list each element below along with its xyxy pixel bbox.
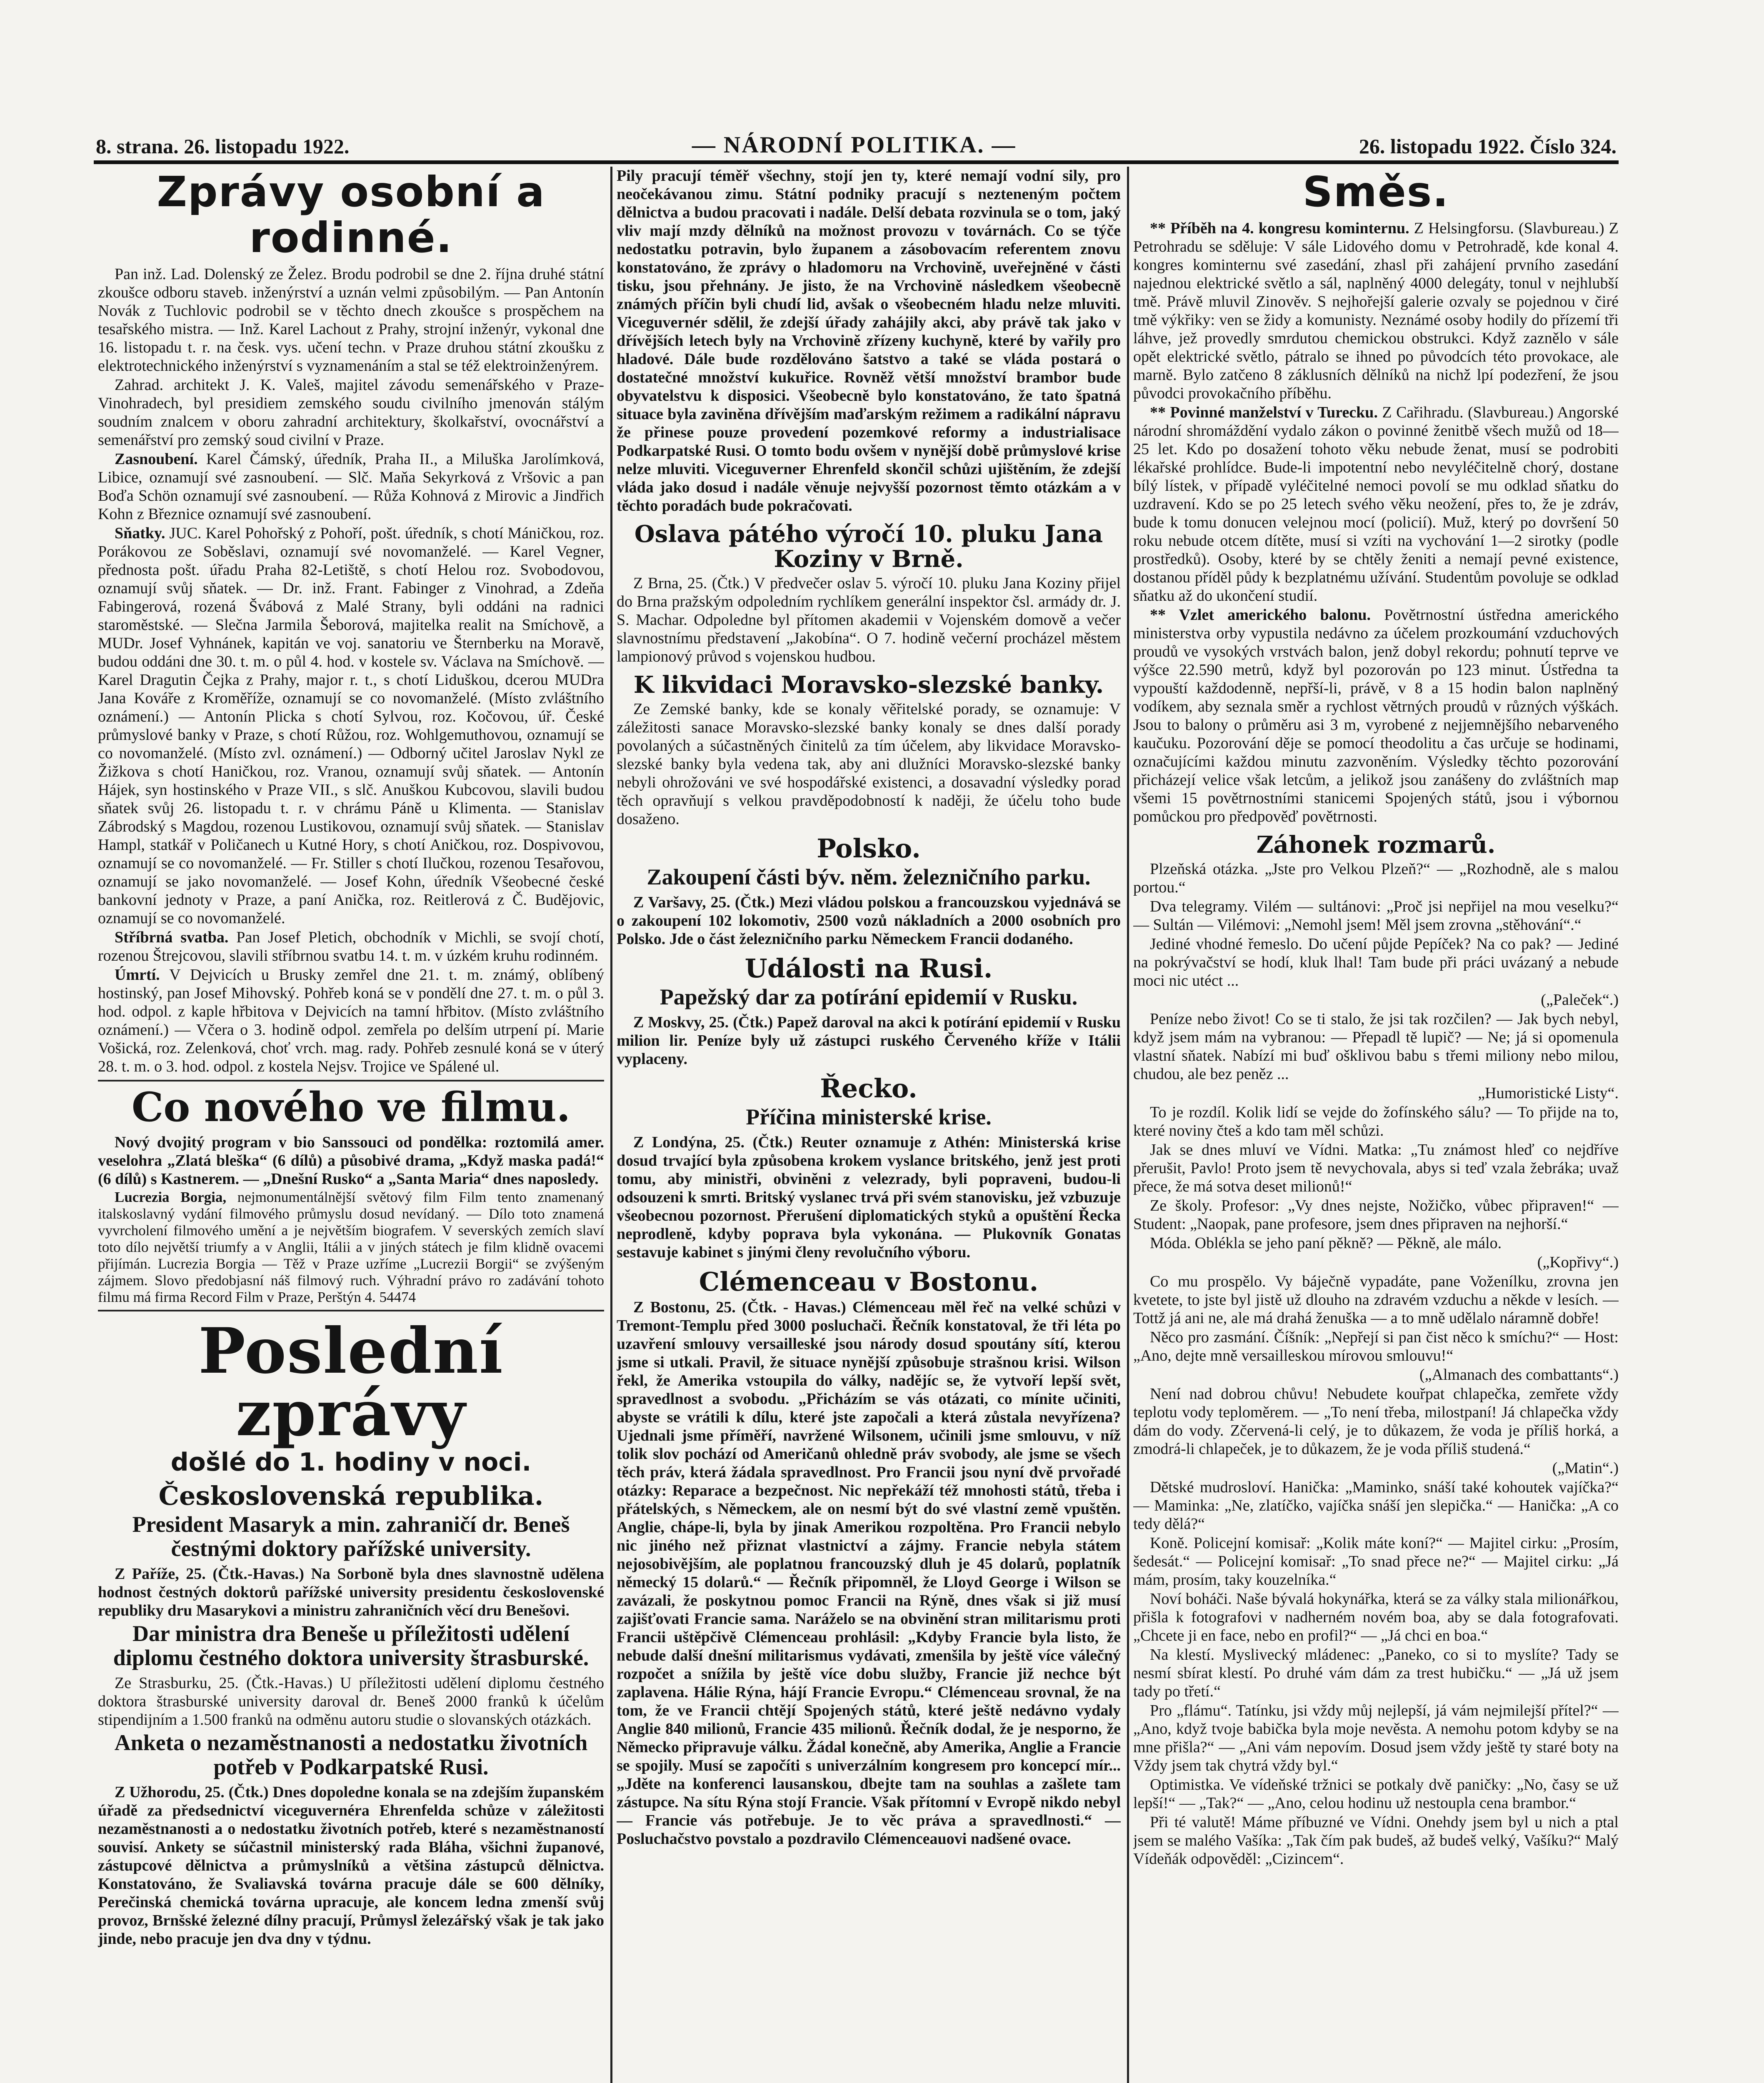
section-heading-humor: Záhonek rozmarů. [1256, 831, 1496, 859]
article-paragraph [98, 928, 604, 965]
column-rule-1 [610, 167, 612, 2083]
film-paragraph [98, 1133, 604, 1188]
section-heading-mix: Směs. [1302, 167, 1449, 216]
paragraph-text: Povětrnostní ústředna amerického ministerstva orby vypustila nedávno za účelem prozkoumání vzduchových proudů ve vysokých vrstvách balon, jenž dobyl rekordu; pohnutí teprve ve výšce 22.590 metrů, když byl pozorován po 123 minut. Ústředna ta vypouští každodenně, nepřší-li, právě, v 8 a 15 hodin balon naplněný vodíkem, aby seznala směr a rychlost větrných proudů v různých výškách. Jsou to balony o průměru asi 3 m, vyrobené z nejjemnějšího nebarveného kaučuku. Pozorování děje se pomocí theodolitu a čas určuje se hodinami, označujícími každou minutu zazvoněním. Výsledky těchto pozorování přicházejí velice však letcům, a jelikož jsou zanášeny do zvláštních map všemi 15 povětrnostními stanicemi Spojených států, jsou i výbornou pomůckou pro předpověď povětrnosti. [1133, 606, 1619, 825]
article-paragraph: Z Moskvy, 25. (Čtk.) Papež daroval na akci k potírání epidemií v Rusku milion lir. Peníze byly už zástupci ruského Červeného kříže v Itálii vyplaceny. [617, 1014, 1121, 1068]
joke-item: Dětské mudrosloví. Hanička: „Maminko, snáší také kohoutek vajíčka?“ — Maminka: „Ne, zlatíčko, vajíčka snáší jen slepička.“ — Hanička: „A co tedy dělá?“ [1133, 1479, 1619, 1533]
joke-item: Co mu prospělo. Vy báječně vypadáte, pane Voženílku, zrovna jen kvetete, to jste byl jistě už dlouho na zdravém vzduchu a někde v lesích. — Tottž já ani ne, ale má drahá ženuška — a to mně udělalo náramně dobře! [1133, 1273, 1619, 1327]
region-heading-poland: Polsko. [817, 833, 921, 864]
article-heading: Oslava pátého výročí 10. pluku Jana Koziny v Brně. [634, 520, 1103, 573]
joke-item: Pro „flámu“. Tatínku, jsi vždy můj nejlepší, já vám nejmilejší přítel?“ — „Ano, když tvoje babička byla moje nevěsta. A nemohu potom kdyby se na mne přišla?“ — „Ani vám nepovím. Dosud jsem vždy ještě ty staré boty na Vždy jsem tak chytrá vždy byl.“ [1133, 1702, 1619, 1774]
paragraph-text: Karel Čámský, úředník, Praha II., a Miluška Jarolímková, Libice, oznamují své zasnoubení. — Slč. Maňa Sekyrková z Vršovic a pan Boďa Schön oznamují své zasnoubení. — Růža Kohnová z Mirovic a Jindřich Kohn z Březnice oznamují své zasnoubení. [98, 450, 604, 523]
article-paragraph: Z Varšavy, 25. (Čtk.) Mezi vládou polskou a francouzskou vyjednává se o zakoupení 102 lokomotiv, 2500 vozů nákladních a 2000 osobních pro Polsko. Jde o část železničního parku Německem Francii dodaného. [617, 894, 1121, 948]
joke-source: („Almanach des combattants“.) [1419, 1366, 1619, 1384]
paragraph-text: roztomilá amer. veselohra „Zlatá bleška“ (6 dílů) a působivé drama, „Když maska padá!“ (6 dílů) s Kastnerem. — „Dnešní Rusko“ a „Santa Maria“ dnes naposledy. [98, 1134, 604, 1188]
paragraph-lead: ** Povinné manželství v Turecku. [1150, 404, 1378, 421]
masthead-title: — NÁRODNÍ POLITIKA. — [692, 132, 1017, 158]
article-heading: Anketa o nezaměstnanosti a nedostatku životních potřeb v Podkarpatské Rusi. [114, 1730, 588, 1779]
paragraph-lead: Nový dvojitý program v bio Sanssouci od pondělka: [115, 1134, 487, 1151]
joke-item: Peníze nebo život! Co se ti stalo, že jsi tak rozčilen? — Jak bych nebyl, když jsem mám na vybranou: — Přepadl tě lupič? — Ne; já si opomenula vlastní sňatek. Nabízí mi buď ošklivou babu s třemi miliony nebo milou, chudou, ale bez peněz ... [1133, 1010, 1619, 1083]
joke-item: Koně. Policejní komisař: „Kolik máte koní?“ — Majitel cirku: „Prosím, šedesát.“ — Policejní komisař: „To snad přece ne?“ — Majitel cirku: „Já mám, prosím, taky kouzelníka.“ [1133, 1534, 1619, 1588]
joke-item: Při té valutě! Máme příbuzné ve Vídni. Onehdy jsem byl u nich a ptal jsem se malého Vašíka: „Tak čím pak budeš, až budeš velký, Vašíku?“ Malý Vídeňák odpověděl: „Cizincem“. [1133, 1813, 1619, 1868]
article-paragraph [98, 966, 604, 1076]
article-paragraph: Z Londýna, 25. (Čtk.) Reuter oznamuje z Athén: Ministerská krise dosud trvající byla způsobena krokem vyslance britského, jenž jest proti tomu, aby ministři, obviněni z velezrady, byli popraveni, budou-li odsouzeni k smrti. Britský vyslanec trvá při svém stanovisku, jež vzbuzuje všeobecnou pozornost. Přerušení diplomatických styků a opuštění Řecka neprodleně, kdyby poprava byla vykonána. — Plukovník Gonatas sestavuje kabinet s jinými členy revolučního výboru. [617, 1134, 1121, 1261]
header-right: 26. listopadu 1922. Číslo 324. [1359, 135, 1617, 158]
article-paragraph [98, 450, 604, 523]
paragraph-text: Pan Josef Pletich, obchodník v Michli, se svojí chotí, rozenou Štrejcovou, slavili stříbrnou svatbu 14. t. m. v úzkém kruhu rodinném. [98, 929, 604, 964]
joke-item: Ze školy. Profesor: „Vy dnes nejste, Nožičko, vůbec připraven!“ — Student: „Naopak, pane profesore, jsem dnes připraven na nejhorší.“ [1133, 1197, 1619, 1233]
joke-item: Něco pro zasmání. Číšník: „Nepřejí si pan čist něco k smíchu?“ — Host: „Ano, dejte mně versailleskou mírovou smlouvu!“ [1133, 1329, 1619, 1364]
article-paragraph: Z Paříže, 25. (Čtk.-Havas.) Na Sorboně byla dnes slavnostně udělena hodnost čestných doktorů pařížské university presidentu československé republiky dru Masarykovi a ministru zahraničních věcí dru Benešovi. [98, 1565, 604, 1619]
section-divider [98, 1080, 604, 1081]
region-heading-greece: Řecko. [820, 1073, 917, 1104]
joke-source: („Kopřivy“.) [1537, 1254, 1619, 1271]
article-heading: President Masaryk a min. zahraničí dr. Beneš čestnými doktory pařížské university. [132, 1512, 570, 1561]
article-paragraph [98, 524, 604, 927]
paragraph-lead: Zasnoubení. [115, 450, 198, 468]
article-paragraph: Z Užhorodu, 25. (Čtk.) Dnes dopoledne konala se na zdejším županském úřadě za předsednictví viceguvernéra Ehrenfelda schůze v záležitosti nezaměstnanosti a o nedostatku životních potřeb, které s nezaměstnaností souvisí. Ankety se súčastnil ministerský rada Bláha, všichni županové, zástupcové dělnictva a průmyslníků a většina zástupců dělnictva. Konstatováno, že Svaliavská továrna pracuje dále se 600 dělníky, Perečinská chemická továrna upracuje, ale koncem ledna zmenší svůj provoz, Brnšské železné dílny pracují, Průmysl železářský však je tak jako jinde, nebo pracuje jen dva dny v týdnu. [98, 1783, 604, 1948]
column-1 [98, 167, 604, 2083]
article-paragraph: Ze Strasburku, 25. (Čtk.-Havas.) U příležitosti udělení diplomu čestného doktora štrasburské university daroval dr. Beneš 2000 franků k účelům stipendijním a 1.500 franků na odměnu autoru studie o slovanských otázkách. [98, 1674, 604, 1728]
joke-item: To je rozdíl. Kolik lidí se vejde do žofínského sálu? — To přijde na to, které noviny čteš a kdo tam měl schůzi. [1133, 1104, 1619, 1139]
section-divider [98, 1310, 604, 1311]
column-3 [1133, 167, 1619, 2083]
article-paragraph-continued: Pily pracují téměř všechny, stojí jen ty, které nemají vodní sily, pro neočekávanou zimu. Státní podniky pracují s nezteneným počtem dělnictva a budou pracovati i nadále. Delší debata rozvinula se o tom, jaký vliv mají mzdy dělníků na možnost provozu v továrnách. Co se týče nedostatku potravin, bylo županem a zásobovacím referentem znovu konstatováno, že zprávy o hladomoru na Vrchovině, uveřejněné v části tisku, jsou přehnány. Je jisto, že na Vrchovině následkem všeobecně známých příčin byli chudí lid, avšak o všeobecném hladu nelze mluviti. Viceguvernér sdělil, že zdejší úřady zahájily akci, aby právě tak jako v dřívějších letech byly na Vrchovině zřízeny kuchyně, které by vařily pro hladové. Dále bude rozdělováno šatstvo a také se vláda postará o dostatečné množství kukuřice. Rovněž větší množství brambor bude obyvatelstvu k disposici. Všeobecně bylo konstatováno, že tato špatná situace byla zaviněna dřívějším maďarským režimem a radikální nápravu že přinese pouze provedení pozemkové reformy a industrialisace Podkarpatské Rusi. O tomto bodu ovšem v nynější době průmyslové krise nelze mluviti. Viceguverner Ehrenfeld skončil schůzi ujištěním, že zdejší vláda jako dosud i nadále věnuje nejvyšší pozornost těmto otázkám a v těchto poradách bude pokračovati. [617, 167, 1121, 515]
joke-source: („Paleček“.) [1541, 991, 1619, 1009]
article-paragraph [1133, 403, 1619, 605]
article-paragraph: Z Bostonu, 25. (Čtk. - Havas.) Clémenceau měl řeč na velké schůzi v Tremont-Templu před 3000 posluchači. Řečník konstatoval, že tři léta po uzavření smlouvy versailleské jsou národy dosud spoutány sítí, kterou jsme si utkali. Pravil, že situace nynější způsobuje strašnou krisi. Wilson řekl, že Amerika vstoupila do války, nadějíc se, že vytvoří lepší svět, spravedlnost a svobodu. „Přicházím se vás otázati, co mínite učiniti, abyste se vrátili k dílu, které jste započali a která zůstala nevyřízena? Ujednali jsme příměří, navržené Wilsonem, učinili jsme smlouvu, v níž tolik slov pochází od Američanů ohledně práv svobody, ale jsme se všech těch práv, která žádala spravedlnost. Pro Francii jsou nyní dvě prvořadé otázky: Reparace a bezpečnost. Nic nepřekáží též mnohosti států, třeba i přátelských, s Německem, ale on nesmí být do své vlastní země vpuštěn. Anglie, chápe-li, byla by jinak Amerikou rozpoltěna. Pro Francii nebylo nic jiného než přiznat vlastnictví a zájmy. Francie nebyla státem nejosobivějším, ale poplatnou francouzský dluh je 45 dolarů, poplatník německý 15 dolarů.“ — Řečník připomněl, že Lloyd George i Wilson se zavázali, že poskytnou pomoc Francii na Rýně, dnes však si již musí zajišťovati Francie sama. Naráželo se na obvinění stran militarismu proti Francii uštěpčivě Clémenceau prohlásil: „Kdyby Francie byla listo, že nebude další dnešní militarismus vydávati, zmenšila by ještě více válečný rozpočet a snížila by ještě více dobu služby, Francie již nechce být zaplavena. Hálie Rýna, hájí Francie Evropu.“ Clémenceau srovnal, že na tom, že ve Francii chtějí Spojených států, které ještě nedávno vydaly Anglie 840 milionů, Francie 435 milionů. Řečník dodal, že je nesporno, že Německo připravuje válku. Žádal konečně, aby Amerika, Anglie a Francie se spojily. Musí se započíti s univerzálním kongresem pro koncepcí mír... „Jděte na konferenci lausanskou, dbejte tam na souhlas a zašlete tam zástupce. Na sítu Rýna stojí Francie. Však přítomní v Evropě nikdo nebyl — Francie vás potřebuje. Je to věc práva a spravedlnosti.“ — Posluchačstvo povstalo a pozdravilo Clémenceauovi nadšené ovace. [617, 1299, 1121, 1848]
paragraph-text: V Dejvicích u Brusky zemřel dne 21. t. m. známý, oblíbený hostinský, pan Josef Mihovský. Pohřeb koná se v pondělí dne 27. t. m. o půl 3. hod. odpol. z kaple hřbitova v Dejvicích na tamní hřbitov. (Místo zvláštního oznámení.) — Včera o 3. hodině odpol. zemřela po delším utrpení pí. Marie Vošická, roz. Zelenková, choť vrch. mag. rady. Pohřeb zesnulé koná se v úterý 28. t. m. o 3. hod. odpol. z kostela Nejsv. Trojice ve Spálené ul. [98, 966, 604, 1075]
article-paragraph: Z Brna, 25. (Čtk.) V předvečer oslav 5. výročí 10. pluku Jana Koziny přijel do Brna pražským odpoledním rychlíkem generální inspektor čsl. armády dr. J. S. Machar. Odpoledne byl přítomen akademii v Vojenském domově a večer slavnostnímu představení „Jakobína“. O 7. hodině večerní procházel městem lampionový průvod s vojenskou hudbou. [617, 574, 1121, 665]
header-left: 8. strana. 26. listopadu 1922. [96, 135, 350, 158]
article-heading: K likvidaci Moravsko-slezské banky. [633, 671, 1104, 699]
film-advert [98, 1189, 604, 1306]
section-heading-latest-news: Poslední zprávy [198, 1314, 504, 1450]
paragraph-lead: Sňatky. [115, 524, 165, 542]
section-heading-personal: Zprávy osobní a rodinné. [157, 167, 545, 262]
article-heading: Dar ministra dra Beneše u příležitosti udělení diplomu čestného doktora university štrasburské. [113, 1621, 589, 1670]
paragraph-text: nejmonumentálnější světový film Film tento znamenaný italskoslavný vydání filmového průmyslu dosud nevídaný. — Dílo toto znamená vyvrcholení filmového umění a je největším biografem. V severských zemích slaví toto dílo největší triumfy a v Anglii, Itálii a v jiných státech je film klidně ovacemi přijímán. Lucrezia Borgia — Těž v Praze uzříme „Lucrezii Borgii“ se zvýšeným zájmem. Slovo předobjasní náš filmový ruch. Výhradní právo ro zadávání tohoto filmu má firma Record Film v Praze, Perštýn 4. [98, 1189, 604, 1305]
column-rule-2 [1127, 167, 1129, 2083]
joke-item: Na klestí. Myslivecký mládenec: „Paneko, co si to myslíte? Tady se nesmí sbírat klestí. Po druhé vám dám za trest hubičku.“ — „Já už jsem tady po třetí.“ [1133, 1646, 1619, 1700]
article-paragraph: Zahrad. architekt J. K. Valeš, majitel závodu semenářského v Praze-Vinohradech, byl presidiem zemského soudu civilního jmenován stálým soudním znalcem v oboru zahradní architektury, školkařství, ovocnářství a semenářství pro zemský soud civilní v Praze. [98, 376, 604, 449]
joke-item: Jediné vhodné řemeslo. Do učení půjde Pepíček? Na co pak? — Jediné na pokrývačství se hodí, kluk lhal! Tam bude při práci uvázaný a nebude moci nic utéct ... [1133, 935, 1619, 989]
advert-number: 54474 [379, 1289, 416, 1305]
section-heading-film: Co nového ve filmu. [131, 1084, 571, 1131]
paragraph-text: JUC. Karel Pohořský z Pohoří, pošt. úředník, s chotí Máničkou, roz. Porákovou ze Soběslavi, oznamují své novomanželé. — Karel Vegner, přednosta pošt. úřadu Praha 82-Letiště, s chotí Helou roz. Svobodovou, oznamují svůj sňatek. — Dr. inž. Frant. Fabinger z Vinohrad, a Zdeňa Fabingerová, rozená Švábová z Malé Strany, byli oddáni na radnici staroměstské. — Slečna Jarmila Šeborová, majitelka realit na Smíchově, a MUDr. Josef Vyhnánek, kapitán ve voj. sanatoriu ve Šternberku na Moravě, budou oddáni dne 30. t. m. o půl 4. hod. v kostele sv. Václava na Smíchově. — Karel Dragutin Čejka z Prahy, major r. t., s chotí Liduškou, dcerou MUDra Jana Kováře z Kroměříže, oznamují se co novomanželé. (Místo zvláštního oznámení.) — Antonín Plicka s chotí Sylvou, roz. Kočovou, úř. České průmyslové banky v Praze, s chotí Růžou, roz. Wohlgemuthovou, oznamují se co novomanželé. (Místo zvl. oznámení.) — Odborný učitel Jaroslav Nykl ze Žižkova s chotí Haničkou, roz. Vranou, oznamují svůj sňatek. — Antonín Hájek, syn hostinského v Praze VII., s slč. Anuškou Kubcovou, slavili budou sňatek svůj 26. listopadu t. r. v chrámu Páně u Klimenta. — Stanislav Zábrodský s Magdou, rozenou Lustikovou, oznamují svůj sňatek. — Stanislav Hampl, statkář v Poličanech u Kutné Hory, s chotí Aničkou, roz. Dospivovou, oznamují se co novomanželé. — Fr. Stiller s chotí Ilučkou, rozenou Tesařovou, oznamují se jako novomanželé. — Josef Kohn, úředník Všeobecné české bankovní jednoty v Praze, a paní Anička, roz. Reitlerová z Č. Budějovic, oznamují se co novomanželé. [98, 524, 604, 927]
region-heading-russia: Události na Rusi. [745, 953, 993, 984]
article-heading-clemenceau: Clémenceau v Bostonu. [699, 1266, 1039, 1297]
article-paragraph [1133, 219, 1619, 402]
article-paragraph [1133, 606, 1619, 826]
joke-item: Není nad dobrou chůvu! Nebudete kouřpat chlapečka, zemřete vždy teplotu vody teploměrem. — „To není třeba, milostpaní! Já chlapečka vždy dám do vody. Zčervená-li celý, je to důkazem, že voda je příliš horká, a zmodrá-li chlapeček, je to důkazem, že je voda příliš studená.“ [1133, 1385, 1619, 1458]
joke-item: Móda. Oblékla se jeho paní pěkně? — Pěkně, ale málo. [1150, 1234, 1502, 1252]
region-heading-czechoslovakia: Československá republika. [158, 1481, 544, 1511]
article-heading: Příčina ministerské krise. [746, 1104, 992, 1129]
joke-source: „Humoristické Listy“. [1478, 1084, 1619, 1102]
joke-item: Dva telegramy. Vilém — sultánovi: „Proč jsi nepřijel na mou veselku?“ — Sultán — Vilémovi: „Nemohl jsem! Měl jsem zrovna „stěhování“.“ [1133, 898, 1619, 934]
article-paragraph: Pan inž. Lad. Dolenský ze Želez. Brodu podrobil se dne 2. října druhé státní zkoušce odboru staveb. inženýrství a uznán velmi způsobilým. — Pan Antonín Novák z Tuchlovic podrobil se v těchto dnech zkoušce s prospěchem na tesařského mistra. — Inž. Karel Lachout z Prahy, strojní inženýr, vykonal dne 16. listopadu t. r. na česk. vys. učení techn. v Praze druhou státní zkoušku z elektrotechnického inženýrství s vyznamenáním a stal se též elektroinženýrem. [98, 265, 604, 375]
joke-source: („Matin“.) [1552, 1459, 1619, 1477]
header-rule [94, 160, 1619, 164]
article-paragraph: Ze Zemské banky, kde se konaly věřitelské porady, se oznamuje: V záležitosti sanace Moravsko-slezské banky konaly se dnes další porady povolaných a súčastněných činitelů za tím účelem, aby likvidace Moravsko-slezské banky byla vedena tak, aby ani dlužníci Moravsko-slezské banky nebyli ohrožováni ve své hospodářské existenci, a dosavadní výsledky porad těch opravňují s velkou pravděpodobností k naději, že účelu toho bude dosaženo. [617, 700, 1121, 828]
paragraph-lead: Stříbrná svatba. [115, 929, 229, 946]
article-heading: Zakoupení části býv. něm. železničního parku. [647, 864, 1091, 889]
paragraph-lead: Lucrezia Borgia, [115, 1189, 227, 1205]
latest-news-subheading: došlé do 1. hodiny v noci. [170, 1448, 532, 1477]
paragraph-text: Z Helsingforsu. (Slavbureau.) Z Petrohradu se sděluje: V sále Lidového domu v Petrohradě, kde konal 4. kongres kominternu své zasedání, zhasl při zahájení prvního zasedání najednou elektrické světlo a sál, naplněný 4000 delegáty, tonul v nejhlubší tmě. Právě mluvil Zinověv. S nejhořejší galerie ozvaly se pojednou v čiré tmě výkřiky: ven se židy a komunisty. Neznámé osoby hodily do přízemí tři láhve, jež provedly smrdutou chemickou obstrukci. Když zaznělo v sále opět elektrické světlo, pátralo se ihned po původcích této provokace, ale marně. Bylo zatčeno 8 záklusních dělníků na nichž lpí podezření, že jsou původci provokačního příběhu. [1133, 220, 1619, 402]
joke-item: Optimistka. Ve vídeňské tržnici se potkaly dvě paničky: „No, časy se už lepší!“ — „Tak?“ — „Ano, celou hodinu už nestoupla cena brambor.“ [1133, 1776, 1619, 1812]
paragraph-lead: ** Vzlet amerického balonu. [1150, 606, 1371, 624]
page-header [96, 125, 1617, 158]
joke-item: Jak se dnes mluví ve Vídni. Matka: „Tu známost hleď co nejdříve přerušit, Pavlo! Proto jsem tě nevychovala, abys si teď vzala žebráka; uvaž přece, že má sotva deset milionů!“ [1133, 1141, 1619, 1195]
column-2 [617, 167, 1121, 2083]
joke-item: Plzeňská otázka. „Jste pro Velkou Plzeň?“ — „Rozhodně, ale s malou portou.“ [1133, 860, 1619, 896]
article-heading: Papežský dar za potírání epidemií v Rusku. [660, 984, 1078, 1009]
paragraph-lead: ** Příběh na 4. kongresu kominternu. [1150, 220, 1409, 237]
joke-item: Noví boháči. Naše bývalá hokynářka, která se za války stala milionářkou, přišla k fotografovi v nadherném novém boa, aby se dala fotografovati. „Chcete ji en face, nebo en profil?“ — „Já chci en boa.“ [1133, 1590, 1619, 1644]
paragraph-text: Z Cařihradu. (Slavbureau.) Angorské národní shromáždění vydalo zákon o povinné ženitbě všech mužů od 18—25 let. Kdo po dosažení tohoto věku nebude ženat, musí se podrobiti lékařské prohlídce. Bude-li impotentní nebo nevyléčitelně chorý, dostane bílý lístek, v případě vyléčitelné nemoci povolí se mu odklad sňatku do uzdravení. Kdo se po 25 letech svého věku neožení, přes to, že je zdráv, bude k tomu donucen velejnou mocí (policií). Muž, který po dovršení 50 roku nebude otcem dítěte, musí si vzíti na vychování 1—2 sirotky (podle prostředků). Osoby, které by se chtěly ženiti a nemají pevné existence, dostanou příděl půdy k bezplatnému užívání. Studentům povoluje se odklad sňatku až do ukončení studií. [1133, 404, 1619, 604]
paragraph-lead: Úmrtí. [115, 966, 160, 984]
